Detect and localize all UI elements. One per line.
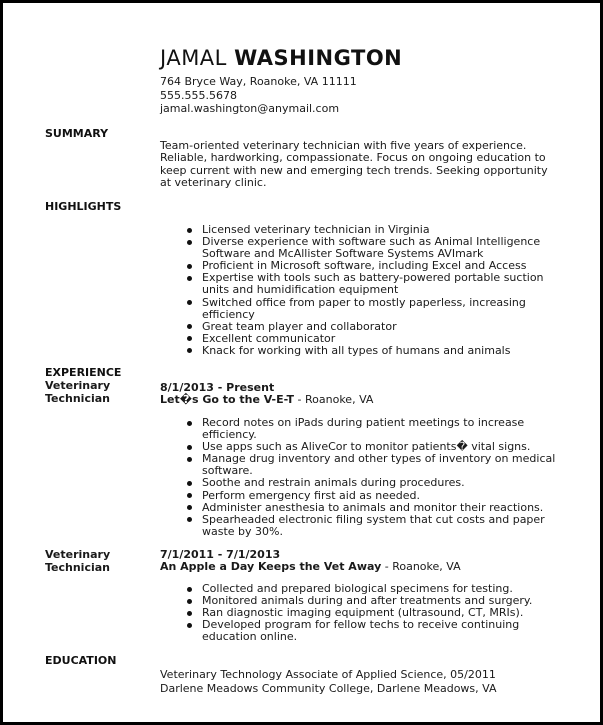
list-item: Switched office from paper to mostly paperless, increasing efficiency xyxy=(187,297,562,321)
experience-heading: EXPERIENCE xyxy=(45,366,122,379)
list-item: Administer anesthesia to animals and monitor their reactions. xyxy=(187,502,562,514)
bullet-icon xyxy=(187,300,192,305)
list-item: Manage drug inventory and other types of inventory on medical software. xyxy=(187,453,562,477)
bullet-icon xyxy=(187,623,192,628)
list-item: Knack for working with all types of humans and animals xyxy=(187,345,562,357)
candidate-name xyxy=(160,46,402,70)
bullet-icon xyxy=(187,517,192,522)
school: Darlene Meadows Community College, Darlene Meadows, VA xyxy=(160,681,497,695)
job-dates: 8/1/2013 - Present xyxy=(160,381,275,394)
bullet-icon xyxy=(187,445,192,450)
bullet-icon xyxy=(187,324,192,329)
list-item: Licensed veterinary technician in Virginia xyxy=(187,224,562,236)
list-item: Monitored animals during and after treatments and surgery. xyxy=(187,595,562,607)
email: jamal.washington@anymail.com xyxy=(160,102,340,115)
list-item: Expertise with tools such as battery-powered portable suction units and humidification equipment xyxy=(187,272,562,296)
list-item: Excellent communicator xyxy=(187,333,562,345)
bullet-icon xyxy=(187,336,192,341)
highlights-heading: HIGHLIGHTS xyxy=(45,200,122,213)
address: 764 Bryce Way, Roanoke, VA 11111 xyxy=(160,75,357,88)
company-name: An Apple a Day Keeps the Vet Away xyxy=(160,560,382,573)
company-location: - Roanoke, VA xyxy=(294,393,374,406)
bullet-icon xyxy=(187,264,192,269)
bullet-icon xyxy=(187,493,192,498)
bullet-icon xyxy=(187,457,192,462)
list-item: Use apps such as AliveCor to monitor patients� vital signs. xyxy=(187,441,562,453)
list-item: Spearheaded electronic filing system that cut costs and paper waste by 30%. xyxy=(187,514,562,538)
job-dates: 7/1/2011 - 7/1/2013 xyxy=(160,548,281,561)
list-item: Great team player and collaborator xyxy=(187,321,562,333)
job-title: Veterinary Technician xyxy=(45,379,111,405)
list-item: Developed program for fellow techs to receive continuing education online. xyxy=(187,619,562,643)
list-item: Ran diagnostic imaging equipment (ultrasound, CT, MRIs). xyxy=(187,607,562,619)
list-item: Record notes on iPads during patient meetings to increase efficiency. xyxy=(187,417,562,441)
list-item: Proficient in Microsoft software, including Excel and Access xyxy=(187,260,562,272)
company-location: - Roanoke, VA xyxy=(381,560,461,573)
bullet-icon xyxy=(187,611,192,616)
job-duties-list xyxy=(187,417,562,538)
job-company xyxy=(160,393,373,406)
bullet-icon xyxy=(187,276,192,281)
bullet-icon xyxy=(187,587,192,592)
bullet-icon xyxy=(187,421,192,426)
list-item: Perform emergency first aid as needed. xyxy=(187,490,562,502)
company-name: Let�s Go to the V-E-T xyxy=(160,393,295,406)
bullet-icon xyxy=(187,228,192,233)
bullet-icon xyxy=(187,348,192,353)
first-name: JAMAL xyxy=(160,46,227,70)
summary-heading: SUMMARY xyxy=(45,127,109,140)
list-item: Collected and prepared biological specimens for testing. xyxy=(187,583,562,595)
education-details xyxy=(160,668,497,695)
phone: 555.555.5678 xyxy=(160,88,237,102)
bullet-icon xyxy=(187,505,192,510)
list-item: Diverse experience with software such as Animal Intelligence Software and McAllister Software Systems AVImark xyxy=(187,236,562,260)
contact-info xyxy=(160,75,357,116)
last-name: WASHINGTON xyxy=(234,46,403,70)
education-heading: EDUCATION xyxy=(45,654,117,667)
summary-text: Team-oriented veterinary technician with five years of experience. Reliable, hardworking, compassionate. Focus on ongoing education to keep current with new and emerging tech trends. Seeking opportunity at veterinary clinic. xyxy=(160,139,548,189)
job-duties-list xyxy=(187,583,562,643)
bullet-icon xyxy=(187,240,192,245)
list-item: Soothe and restrain animals during procedures. xyxy=(187,477,562,489)
bullet-icon xyxy=(187,599,192,604)
job-title: Veterinary Technician xyxy=(45,548,111,574)
degree: Veterinary Technology Associate of Applied Science, 05/2011 xyxy=(160,668,496,681)
bullet-icon xyxy=(187,481,192,486)
job-company xyxy=(160,560,461,573)
highlights-list xyxy=(187,224,562,357)
